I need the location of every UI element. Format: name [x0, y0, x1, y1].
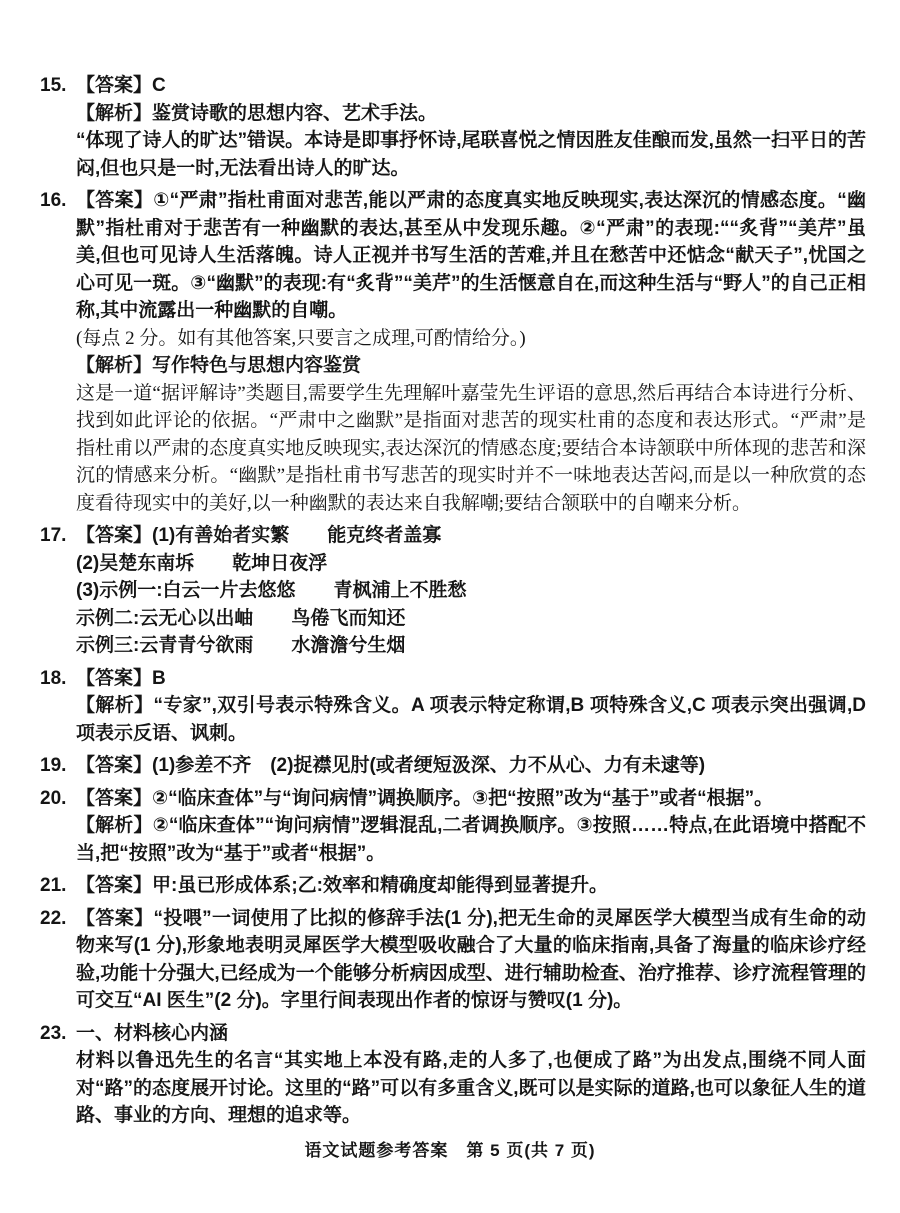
- item-number: 21.: [40, 875, 67, 896]
- item-number: 18.: [40, 667, 67, 689]
- analysis-paragraph: 【解析】鉴赏诗歌的思想内容、艺术手法。: [76, 102, 438, 124]
- answer-subline: 示例三:云青青兮欲雨 水澹澹兮生烟: [76, 635, 406, 656]
- answer-item-20: [40, 785, 866, 868]
- answer-item-18: [40, 665, 866, 748]
- answer-paragraph: 【答案】①“严肃”指杜甫面对悲苦,能以严肃的态度真实地反映现实,表达深沉的情感态度。“幽默”指杜甫对于悲苦有一种幽默的表达,甚至从中发现乐趣。②“严肃”的表现:““炙背”“美芹”虽美,但也可见诗人生活落魄。诗人正视并书写生活的苦难,并且在愁苦中还惦念“献天子”,忧国之心可见一斑。③“幽默”的表现:有“炙背”“美芹”的生活惬意自在,而这种生活与“野人”的自己正相称,其中流露出一种幽默的自嘲。: [76, 190, 866, 321]
- answer-paragraph: 【答案】“投喂”一词使用了比拟的修辞手法(1 分),把无生命的灵犀医学大模型当成有生命的动物来写(1 分),形象地表明灵犀医学大模型吸收融合了大量的临床指南,具备了海量的临床诊疗经验,功能十分强大,已经成为一个能够分析病因成型、进行辅助检查、治疗推荐、诊疗流程管理的可交互“AI 医生”(2 分)。字里行间表现出作者的惊讶与赞叹(1 分)。: [76, 907, 866, 1011]
- item-number: 23.: [40, 1022, 67, 1044]
- continuation-paragraph: “体现了诗人的旷达”错误。本诗是即事抒怀诗,尾联喜悦之情因胜友佳酿而发,虽然一扫平日的苦闷,但也只是一时,无法看出诗人的旷达。: [76, 130, 866, 179]
- item-number: 17.: [40, 525, 67, 546]
- item-number: 20.: [40, 787, 67, 809]
- answer-heading-paragraph: 一、材料核心内涵: [76, 1022, 229, 1044]
- answer-item-22: [40, 905, 866, 1015]
- analysis-body-paragraph: 这是一道“据评解诗”类题目,需要学生先理解叶嘉莹先生评语的意思,然后再结合本诗进行分析、找到如此评论的依据。“严肃中之幽默”是指面对悲苦的现实杜甫的态度和表达形式。“严肃”是指杜甫以严肃的态度真实地反映现实,表达深沉的情感态度;要结合本诗颔联中所体现的悲苦和深沉的情感来分析。“幽默”是指杜甫书写悲苦的现实时并不一味地表达苦闷,而是以一种欣赏的态度看待现实中的美好,以一种幽默的表达来自我解嘲;要结合颔联中的自嘲来分析。: [76, 382, 866, 514]
- answer-item-23: [40, 1020, 866, 1130]
- answer-item-15: [40, 72, 866, 182]
- item-number: 22.: [40, 907, 67, 929]
- answer-paragraph: 【答案】甲:虽已形成体系;乙:效率和精确度却能得到显著提升。: [76, 875, 608, 896]
- page-footer: [0, 1136, 900, 1161]
- item-number: 15.: [40, 75, 67, 96]
- analysis-paragraph: 【解析】写作特色与思想内容鉴赏: [76, 355, 362, 376]
- answer-body-paragraph: 材料以鲁迅先生的名言“其实地上本没有路,走的人多了,也便成了路”为出发点,围绕不同人面对“路”的态度展开讨论。这里的“路”可以有多重含义,既可以是实际的道路,也可以象征人生的道路、事业的方向、理想的追求等。: [76, 1050, 866, 1126]
- scoring-note-paragraph: (每点 2 分。如有其他答案,只要言之成理,可酌情给分。): [76, 327, 526, 349]
- answer-paragraph: 【答案】C: [76, 75, 166, 96]
- answer-item-16: [40, 187, 866, 517]
- analysis-paragraph: 【解析】“专家”,双引号表示特殊含义。A 项表示特定称谓,B 项特殊含义,C 项表示突出强调,D 项表示反语、讽刺。: [76, 695, 866, 744]
- answer-paragraph: 【答案】B: [76, 667, 166, 689]
- analysis-paragraph: 【解析】②“临床查体”“询问病情”逻辑混乱,二者调换顺序。③按照……特点,在此语境中搭配不当,把“按照”改为“基于”或者“根据”。: [76, 815, 866, 864]
- answer-item-17: [40, 522, 866, 660]
- answer-item-21: [40, 872, 866, 900]
- answer-item-19: [40, 752, 866, 780]
- footer-text: 语文试题参考答案 第 5 页(共 7 页): [304, 1141, 596, 1160]
- answer-paragraph: 【答案】(1)有善始者实繁 能克终者盖寡: [76, 525, 442, 546]
- answer-paragraph: 【答案】(1)参差不齐 (2)捉襟见肘(或者绠短汲深、力不从心、力有未逮等): [76, 755, 706, 776]
- item-number: 16.: [40, 190, 67, 211]
- answer-subline: (3)示例一:白云一片去悠悠 青枫浦上不胜愁: [76, 580, 467, 601]
- answer-paragraph: 【答案】②“临床查体”与“询问病情”调换顺序。③把“按照”改为“基于”或者“根据”。: [76, 787, 774, 809]
- answer-subline: (2)吴楚东南坼 乾坤日夜浮: [76, 552, 328, 574]
- answer-subline: 示例二:云无心以出岫 鸟倦飞而知还: [76, 607, 406, 629]
- item-number: 19.: [40, 755, 67, 776]
